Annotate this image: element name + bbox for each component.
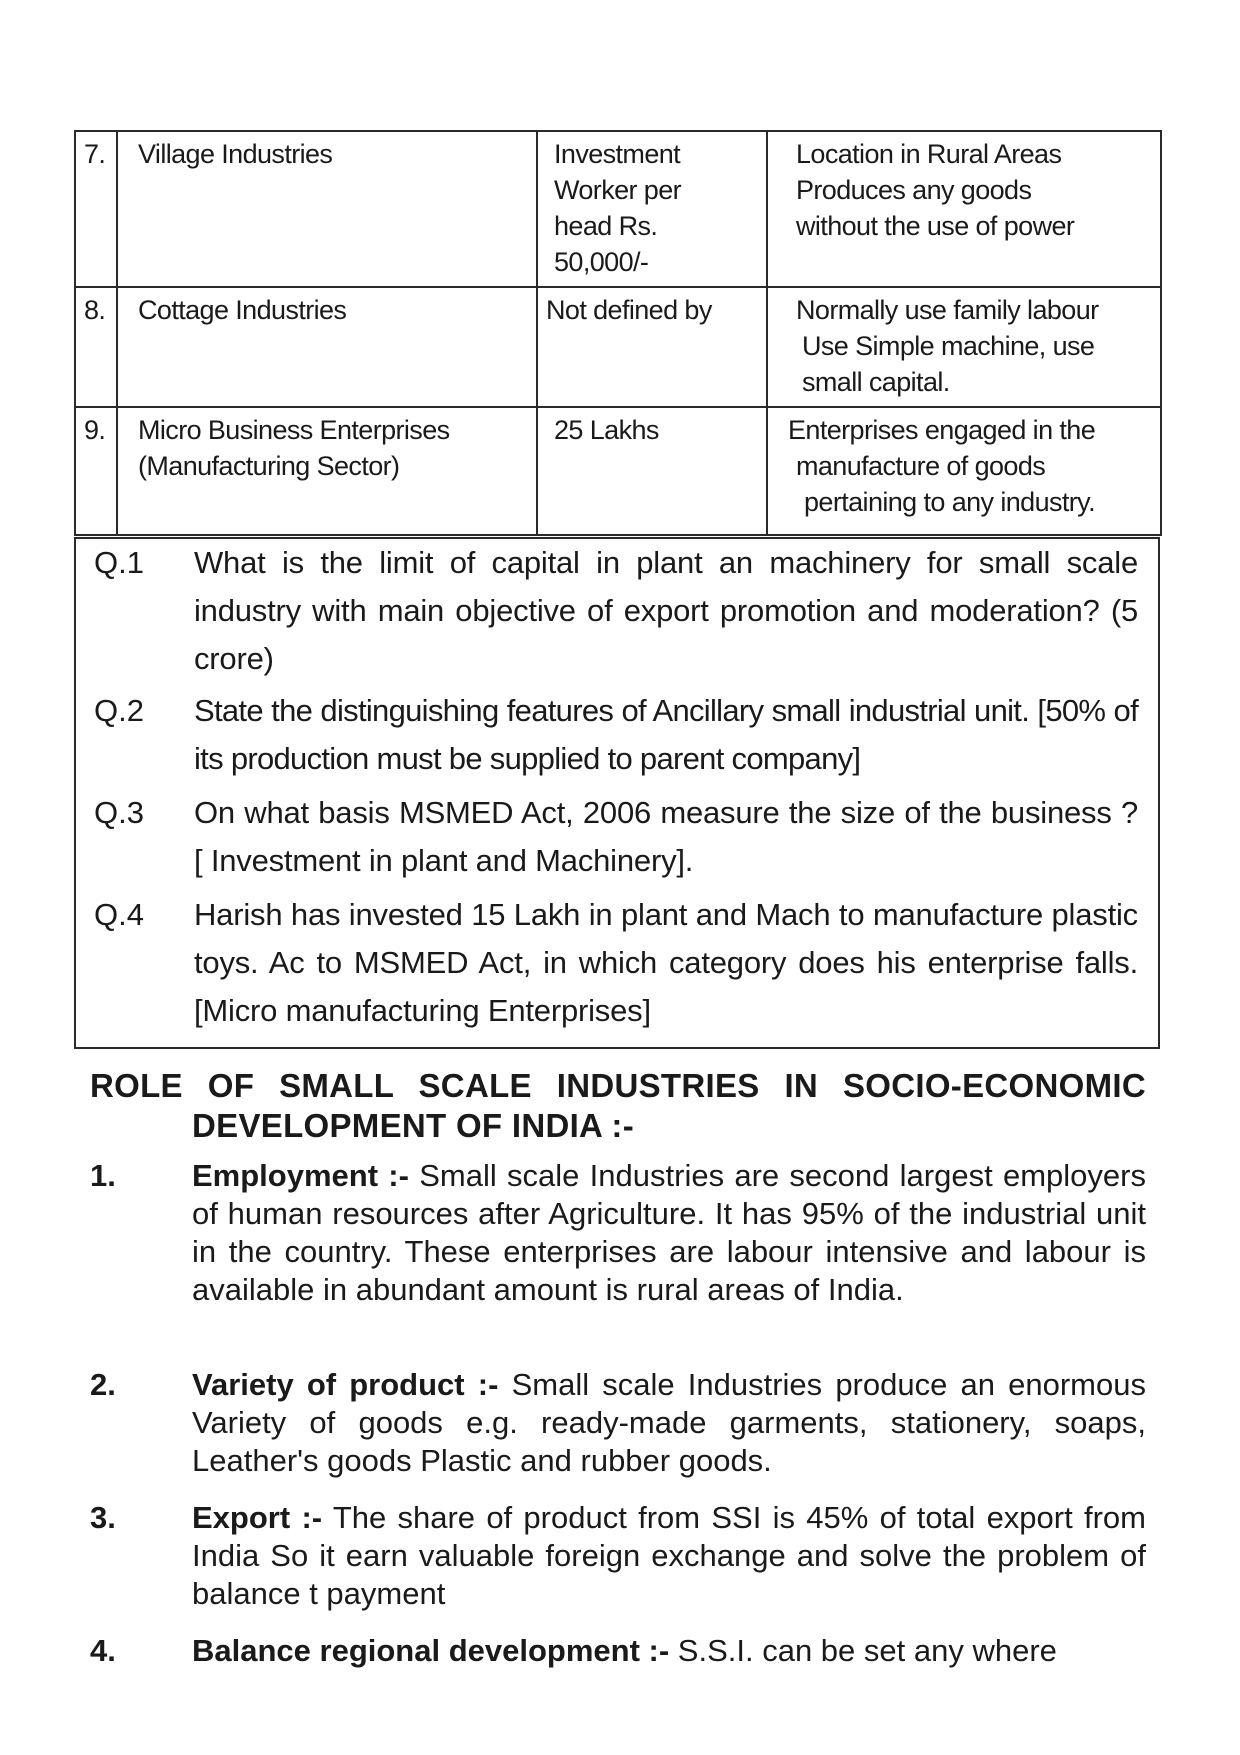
item-body [192,1157,1146,1309]
question-text: On what basis MSMED Act, 2006 measure the size of the business ? [ Investment in plant and Machinery]. [194,795,1138,878]
row-number: 8. [75,287,117,407]
item-text: Small scale Industries produce an enormous Variety of goods e.g. ready-made garments, stationery, soaps, Leather's goods Plastic and rubber goods. [192,1367,1146,1478]
industries-table [74,130,1162,536]
question-number: Q.2 [94,693,144,728]
question-number: Q.1 [94,545,144,580]
row-number: 9. [75,407,117,535]
industry-name: Cottage Industries [117,287,537,407]
item-title: Export :- [192,1500,323,1535]
item-title: Balance regional development :- [192,1633,670,1668]
industry-name: Micro Business Enterprises (Manufacturing Sector) [117,407,537,535]
item-number: 2. [90,1367,116,1402]
industry-features: Location in Rural Areas Produces any goods without the use of power [767,131,1161,287]
table-row [75,287,1161,407]
investment-limit: Investment Worker per head Rs. 50,000/- [537,131,767,287]
question-text: State the distinguishing features of Ancillary small industrial unit. [50% of its production must be supplied to parent company] [194,693,1138,776]
question-text: What is the limit of capital in plant an machinery for small scale industry with main objective of export promotion and moderation? (5 crore) [194,545,1138,676]
item-body [192,1499,1146,1613]
table-row [75,407,1161,535]
question-number: Q.3 [94,795,144,830]
industry-features: Enterprises engaged in the manufacture of goods pertaining to any industry. [767,407,1161,535]
item-text: The share of product from SSI is 45% of total export from India So it earn valuable foreign exchange and solve the problem of balance t payment [192,1500,1146,1611]
industry-name: Village Industries [117,131,537,287]
investment-limit: Not defined by [537,287,767,407]
item-title: Variety of product :- [192,1367,499,1402]
row-number: 7. [75,131,117,287]
item-number: 4. [90,1633,116,1668]
item-text: S.S.I. can be set any where [677,1633,1057,1668]
item-body [192,1632,1146,1670]
industry-features: Normally use family labour Use Simple machine, use small capital. [767,287,1161,407]
question-text: Harish has invested 15 Lakh in plant and Mach to manufacture plastic toys. Ac to MSMED Act, in which category does his enterprise falls.[Micro manufacturing Enterprises] [194,897,1138,1028]
investment-limit: 25 Lakhs [537,407,767,535]
question-number: Q.4 [94,897,144,932]
heading-line: ROLE OF SMALL SCALE INDUSTRIES IN SOCIO-ECONOMIC [90,1067,1146,1104]
questions-box [74,537,1160,1049]
section-heading [90,1066,1146,1146]
item-text: Small scale Industries are second largest employers of human resources after Agriculture. It has 95% of the industrial unit in the country. These enterprises are labour intensive and labour is available in abundant amount is rural areas of India. [192,1158,1146,1307]
item-number: 3. [90,1500,116,1535]
item-body [192,1366,1146,1480]
heading-line: DEVELOPMENT OF INDIA :- [192,1107,635,1144]
table-row [75,131,1161,287]
item-number: 1. [90,1158,116,1193]
item-title: Employment :- [192,1158,409,1193]
